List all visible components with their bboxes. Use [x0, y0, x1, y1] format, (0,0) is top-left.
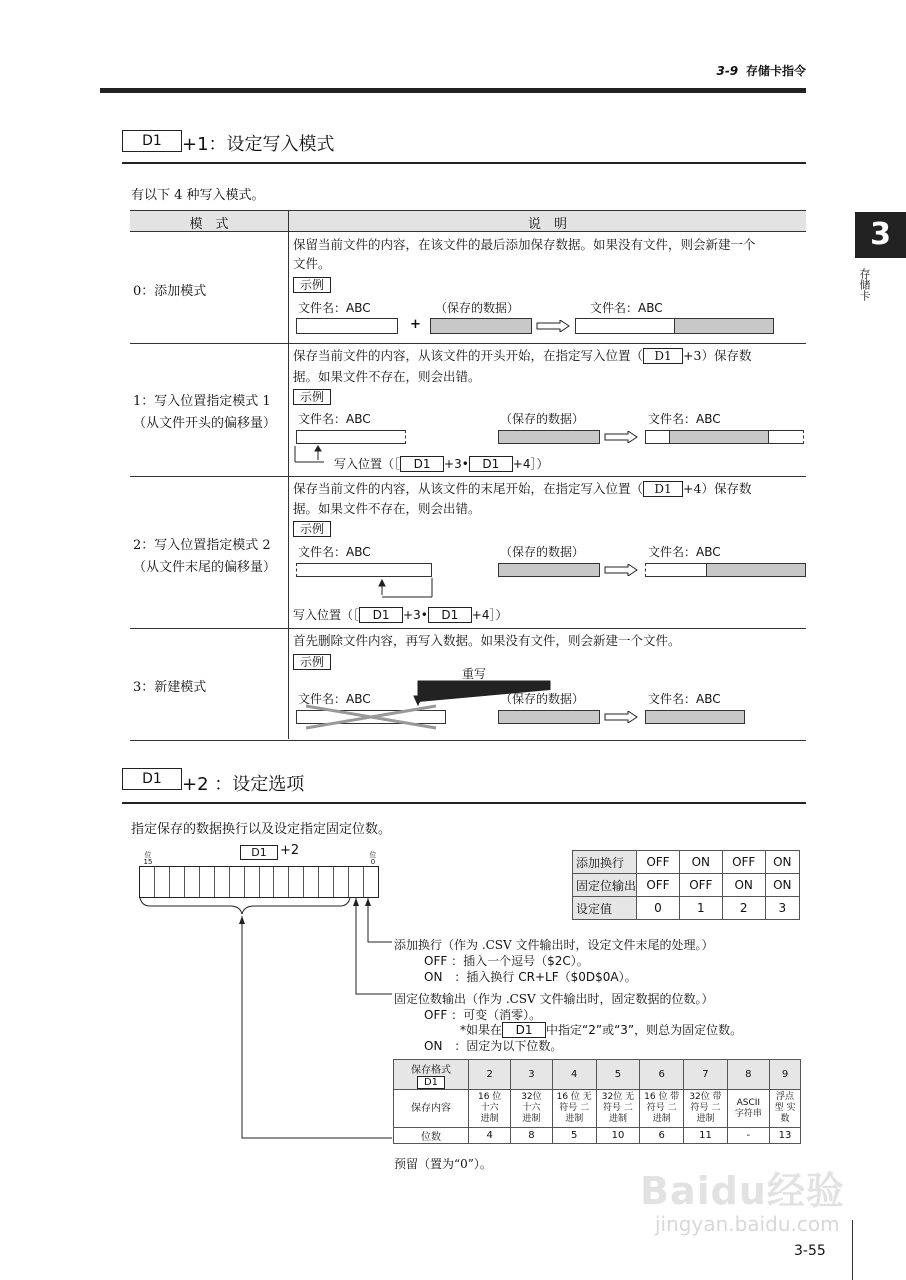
- col-desc-header: 说 明: [527, 217, 567, 232]
- mode-3-desc-line1: 首先删除文件内容，再写入数据。如果没有文件，则会新建一个文件。: [293, 633, 681, 648]
- fixed-off: OFF ：可变（消零）。: [424, 1008, 542, 1022]
- section-title: 存储卡指令: [745, 64, 806, 78]
- d1-tag: D1: [643, 348, 683, 364]
- saved-block: [645, 710, 745, 724]
- format-digits-table: 保存格式 D1 2 3 4 5 6 7 8 9 保存内容 16 位 十六 进制 32位 十六 进制 16 位 无符号 二进制 32位 无符号 二进制 16 位 带符号 二进制 32位 带符号 二进制 ASCII 字符串 浮点型 实数 位数 4 8 5 10 6 11 - 13: [393, 1059, 801, 1144]
- newline-on: ON ：插入换行 CR+LF（$0D$0A）。: [424, 970, 637, 984]
- mode-2-sublabel: （从文件末尾的偏移量）: [133, 560, 277, 575]
- file-block: [645, 430, 669, 444]
- saved-data-label: （保存的数据）: [500, 412, 585, 426]
- col-mode-header: 模 式: [189, 217, 229, 232]
- section2-intro: 指定保存的数据换行以及设定指定固定位数。: [131, 822, 392, 837]
- file-label: 文件名：ABC: [298, 692, 371, 706]
- file-block: [768, 430, 804, 444]
- mode-1-desc-line1: 保存当前文件的内容，从该文件的开头开始，在指定写入位置（ D1 +3）保存数: [293, 348, 752, 363]
- mode-2-desc-line2: 据。如果文件不存在，则会出错。: [293, 501, 481, 516]
- mode-2-desc-line1: 保存当前文件的内容，从该文件的末尾开始，在指定写入位置（ D1 +4）保存数: [293, 481, 752, 496]
- file-block: [296, 563, 432, 577]
- mode-1-desc-line2: 据。如果文件不存在，则会出错。: [293, 369, 481, 384]
- saved-block: [706, 563, 806, 577]
- arrow-right-icon: [604, 564, 638, 576]
- register-plus: +2: [280, 843, 300, 858]
- file-label: 文件名：ABC: [298, 301, 371, 315]
- section1-title: +1：设定写入模式: [182, 134, 335, 155]
- bit-connector-lines: [130, 894, 400, 1144]
- section-number: 3-9: [716, 64, 739, 78]
- write-position-1: 写入位置（［ D1 +3• D1 +4］）: [334, 457, 549, 471]
- chapter-number: 3: [870, 217, 891, 252]
- mode-0-desc-line2: 文件。: [293, 256, 331, 271]
- example-tag: 示例: [293, 654, 331, 670]
- offset-marker-icon: [294, 444, 334, 464]
- section1-intro: 有以下 4 种写入模式。: [131, 188, 265, 203]
- bit-0-label: 位 0: [369, 851, 377, 866]
- arrow-right-icon: [604, 711, 638, 723]
- newline-title: 添加换行（作为 .CSV 文件输出时，设定文件末尾的处理。）: [394, 938, 714, 952]
- file-label: 文件名：ABC: [298, 545, 371, 559]
- saved-data-label: （保存的数据）: [500, 692, 585, 706]
- arrow-right-icon: [536, 320, 570, 332]
- running-header: [716, 62, 806, 79]
- d1-tag: D1: [643, 481, 683, 497]
- mode-3-label: 3：新建模式: [133, 680, 207, 695]
- section2-title: +2 ：设定选项: [182, 774, 305, 795]
- saved-block: [674, 318, 774, 334]
- page-number: 3-55: [794, 1243, 826, 1259]
- section1-heading: [122, 128, 806, 164]
- file-label: 文件名：ABC: [298, 412, 371, 426]
- example-tag: 示例: [293, 277, 331, 293]
- section2-heading: [122, 768, 806, 804]
- saved-block: [498, 563, 600, 577]
- saved-data-label: （保存的数据）: [435, 301, 520, 315]
- saved-block: [498, 710, 600, 724]
- chapter-label: 存储卡: [858, 268, 871, 301]
- fixed-note: *如果在 D1 中指定“2”或“3”，则总为固定位数。: [460, 1023, 743, 1037]
- page-edge-line: [852, 1220, 853, 1280]
- delete-cross-icon: [296, 704, 446, 730]
- file-label: 文件名：ABC: [648, 412, 721, 426]
- option-setting-table: 添加换行 OFF ON OFF ON 固定位输出 OFF OFF ON ON 设定值 0 1 2 3: [572, 850, 800, 920]
- saved-block: [430, 318, 532, 334]
- chapter-tab: [855, 212, 906, 258]
- d1-register-tag: D1: [122, 130, 182, 152]
- mode-1-sublabel: （从文件开头的偏移量）: [133, 416, 277, 431]
- saved-data-label: （保存的数据）: [500, 545, 585, 559]
- file-label: 文件名：ABC: [648, 545, 721, 559]
- header-rule: [100, 88, 806, 93]
- file-label: 文件名：ABC: [648, 692, 721, 706]
- file-block: [575, 318, 675, 334]
- saved-block: [498, 430, 600, 444]
- d1-register-tag: D1: [122, 768, 182, 790]
- mode-0-desc-line1: 保留当前文件的内容，在该文件的最后添加保存数据。如果没有文件，则会新建一个: [293, 237, 756, 252]
- bit-15-label: 位 15: [143, 851, 153, 866]
- fixed-title: 固定位数输出（作为 .CSV 文件输出时，固定数据的位数。）: [394, 992, 714, 1006]
- file-block: [645, 563, 707, 577]
- mode-1-label: 1：写入位置指定模式 1: [133, 394, 271, 409]
- reserved-note: 预留（置为“0”）。: [394, 1157, 492, 1171]
- saved-block: [669, 430, 769, 444]
- offset-marker-icon: [376, 577, 436, 601]
- watermark-logo: Baidu经验: [640, 1169, 845, 1213]
- arrow-right-icon: [604, 431, 638, 443]
- mode-0-label: 0：添加模式: [133, 284, 207, 299]
- file-label: 文件名：ABC: [590, 301, 663, 315]
- fixed-on: ON ：固定为以下位数。: [424, 1039, 563, 1053]
- write-position-2: 写入位置（［ D1 +3• D1 +4］）: [293, 608, 508, 622]
- file-block: [296, 430, 406, 444]
- example-tag: 示例: [293, 389, 331, 405]
- overwrite-label: 重写: [462, 667, 487, 681]
- watermark-url: jingyan.baidu.com: [655, 1212, 840, 1236]
- plus-sign: +: [410, 317, 421, 332]
- mode-2-label: 2：写入位置指定模式 2: [133, 538, 271, 553]
- register-d1-tag: D1: [240, 845, 278, 860]
- example-tag: 示例: [293, 521, 331, 537]
- newline-off: OFF ：插入一个逗号（$2C）。: [424, 954, 589, 968]
- file-block: [296, 318, 398, 334]
